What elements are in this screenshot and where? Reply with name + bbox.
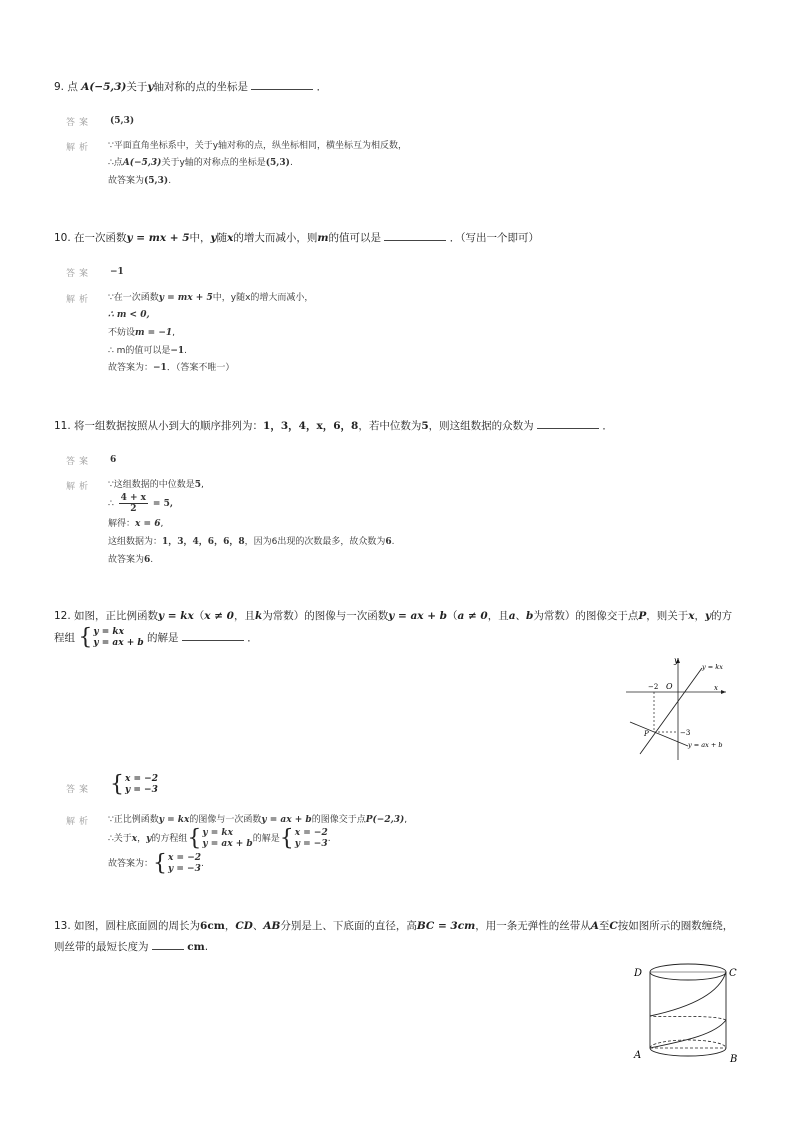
q11-analysis-line: ∴ $\frac{4 + x}{2}$ = 5, — [108, 493, 173, 514]
point-label: P — [644, 730, 649, 738]
analysis-label: 解析 — [66, 482, 93, 492]
answer-label: 答案 — [66, 457, 93, 467]
q11-analysis-line: ∵这组数据的中位数是5, — [108, 480, 204, 490]
q10-analysis-line: ∵在一次函数y = mx + 5中，y随x的增大而减小， — [108, 293, 314, 303]
q11-answer: 6 — [110, 455, 117, 465]
ribbon-front — [650, 1020, 726, 1048]
label-d: D — [634, 968, 643, 979]
label-a: A — [634, 1050, 642, 1061]
q12-analysis-line: ∵正比例函数y = kx的图像与一次函数y = ax + b的图像交于点P(−2,3), — [108, 815, 408, 825]
answer-blank[interactable] — [152, 938, 184, 950]
q9-stem: 9. 点 A(−5,3)关于y轴对称的点的坐标是 ． — [54, 78, 327, 95]
bottom-ellipse-back — [650, 1040, 726, 1048]
q10-stem: 10. 在一次函数y = mx + 5中，y随x的增大而减小，则m的值可以是 ．（写出一个即可） — [54, 229, 539, 246]
y-axis-label: y — [674, 656, 679, 665]
q12-answer: { x = −2 y = −3 — [110, 772, 158, 797]
q10-answer: −1 — [110, 267, 124, 277]
q11-analysis-line: 故答案为6. — [108, 555, 154, 565]
q13-cylinder-figure — [628, 958, 744, 1068]
q10-analysis-line: ∴ m < 0, — [108, 310, 150, 320]
q12-stem: 12. 如图，正比例函数y = kx（x ≠ 0，且k为常数）的图像与一次函数y = ax + b（a ≠ 0，且a、b为常数）的图像交于点P，则关于x，y的方 — [54, 610, 733, 622]
q9-analysis-line: ∵平面直角坐标系中，关于y轴对称的点，纵坐标相同，横坐标互为相反数， — [108, 141, 408, 151]
label-b: B — [730, 1054, 738, 1065]
analysis-label: 解析 — [66, 817, 93, 827]
origin-label: O — [666, 682, 673, 691]
answer-label: 答案 — [66, 785, 93, 795]
analysis-label: 解析 — [66, 143, 93, 153]
answer-blank[interactable] — [251, 78, 313, 90]
q12-graph — [622, 652, 742, 764]
q10-analysis-line: 不妨设m = −1, — [108, 328, 176, 338]
line-kx-label: y = kx — [702, 663, 723, 671]
answer-blank[interactable] — [182, 629, 244, 641]
equation-system: { y = kx y = ax + b — [78, 625, 144, 650]
q9-answer: (5,3) — [110, 116, 135, 126]
label-c: C — [729, 968, 737, 979]
y-tick-label: −3 — [680, 729, 691, 737]
analysis-label: 解析 — [66, 295, 93, 305]
line-axb-label: y = ax + b — [688, 741, 723, 749]
ribbon-back — [650, 1016, 726, 1020]
q13-stem-line2: 则丝带的最短长度为 cm. — [54, 938, 208, 955]
q10-analysis-line: ∴ m的值可以是−1. — [108, 346, 188, 356]
bottom-ellipse-front — [650, 1048, 726, 1056]
q11-analysis-line: 这组数据为：1，3，4，6，6，8，因为6出现的次数最多，故众数为6. — [108, 537, 395, 547]
x-axis-arrow-icon — [721, 690, 726, 694]
q12-analysis-line: ∴关于 x ， y 的方程组 { y = kx y = ax + b 的解是 { x = −2 y = −3 . — [108, 826, 331, 851]
q10-analysis-line: 故答案为：−1．（答案不唯一） — [108, 363, 235, 373]
q9-analysis-line: 故答案为(5,3). — [108, 176, 172, 186]
q11-analysis-line: 解得：x = 6, — [108, 519, 164, 529]
q9-analysis-line: ∴点A(−5,3)关于y轴的对称点的坐标是(5,3). — [108, 158, 293, 168]
q13-stem: 13. 如图，圆柱底面圆的周长为6cm，CD、AB分别是上、下底面的直径，高BC = 3cm，用一条无弹性的丝带从A至C按如图所示的圈数缠绕， — [54, 920, 734, 932]
answer-blank[interactable] — [384, 229, 446, 241]
answer-label: 答案 — [66, 118, 93, 128]
q12-analysis-line: 故答案为： { x = −2 y = −3 . — [108, 851, 204, 876]
x-tick-label: −2 — [648, 683, 659, 691]
ribbon-front — [650, 972, 726, 1016]
q11-stem: 11. 将一组数据按照从小到大的顺序排列为：1，3，4，x，6，8，若中位数为5，则这组数据的众数为 ． — [54, 417, 613, 434]
answer-label: 答案 — [66, 269, 93, 279]
answer-blank[interactable] — [537, 417, 599, 429]
fraction: $\frac{4 + x}{2}$ — [120, 493, 147, 514]
q12-stem-line2: 程组 { y = kx y = ax + b 的解是 ． — [54, 625, 258, 650]
x-axis-label: x — [714, 684, 718, 692]
